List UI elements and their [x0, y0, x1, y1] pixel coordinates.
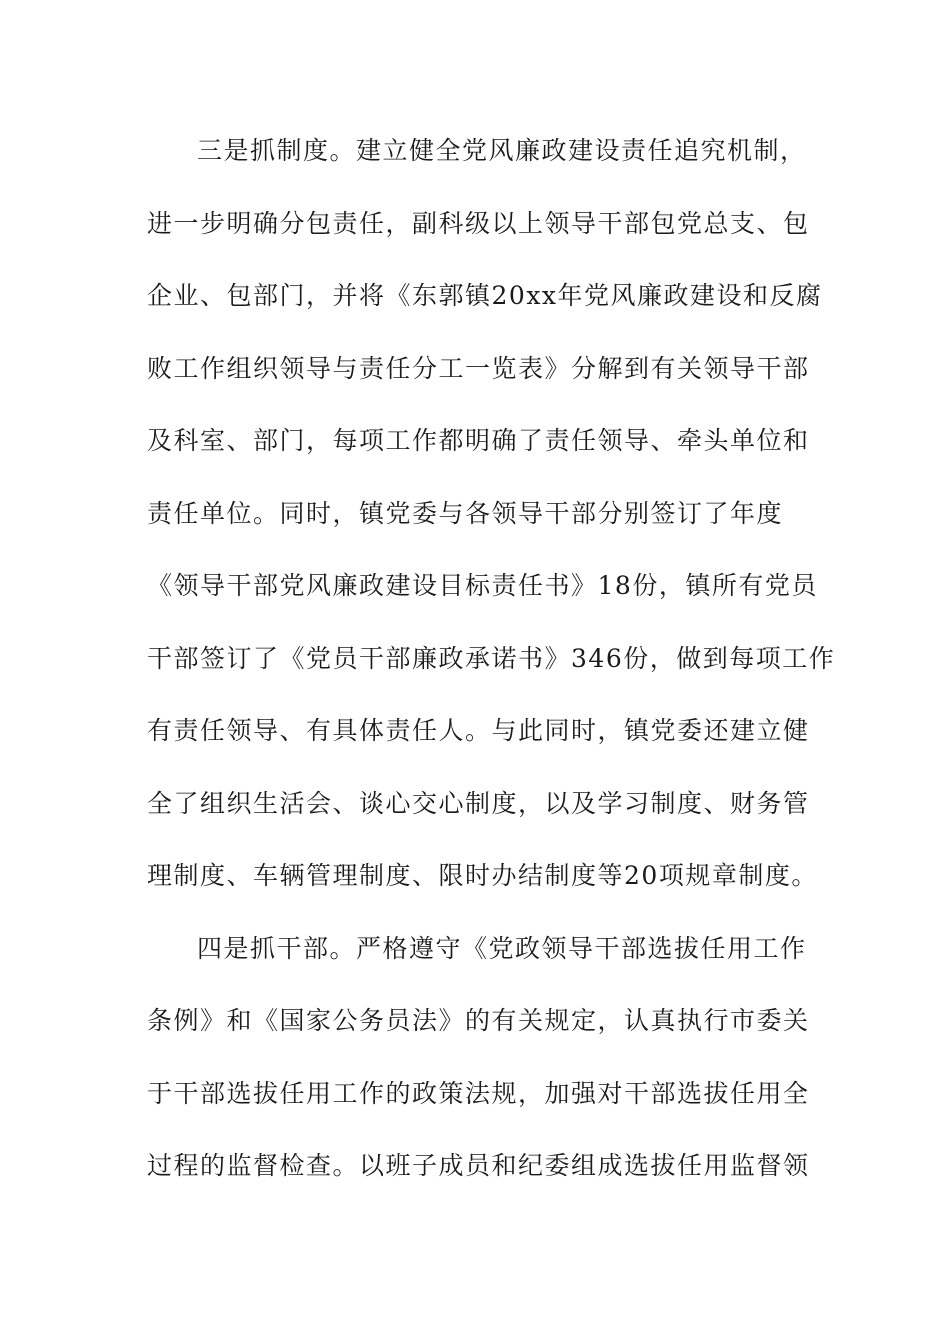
- paragraph-2-line-3: 于干部选拔任用工作的政策法规，加强对干部选拔任用全: [147, 1078, 810, 1108]
- body-text: [147, 126, 836, 1214]
- paragraph-1-line-7: 《领导干部党风廉政建设目标责任书》18份，镇所有党员: [147, 571, 818, 600]
- paragraph-1-line-4: 败工作组织领导与责任分工一览表》分解到有关领导干部: [147, 353, 810, 383]
- paragraph-1-line-10: 全了组织生活会、谈心交心制度，以及学习制度、财务管: [147, 788, 810, 818]
- paragraph-2-line-1: 四是抓干部。严格遵守《党政领导干部选拔任用工作: [197, 933, 807, 963]
- paragraph-1-line-3: 企业、包部门，并将《东郭镇20xx年党风廉政建设和反腐: [147, 281, 823, 310]
- paragraph-1-line-1: 三是抓制度。建立健全党风廉政建设责任追究机制，: [197, 136, 807, 165]
- paragraph-2-line-2: 条例》和《国家公务员法》的有关规定，认真执行市委关: [147, 1006, 810, 1035]
- paragraph-1-line-6: 责任单位。同时，镇党委与各领导干部分别签订了年度: [147, 498, 784, 528]
- paragraph-2-line-4: 过程的监督检查。以班子成员和纪委组成选拔任用监督领: [147, 1151, 810, 1180]
- paragraph-1-line-2: 进一步明确分包责任，副科级以上领导干部包党总支、包: [147, 208, 810, 238]
- paragraph-1-line-8: 干部签订了《党员干部廉政承诺书》346份，做到每项工作: [147, 643, 836, 673]
- paragraph-1-line-5: 及科室、部门，每项工作都明确了责任领导、牵头单位和: [147, 426, 810, 455]
- paragraph-1-line-9: 有责任领导、有具体责任人。与此同时，镇党委还建立健: [147, 716, 810, 745]
- paragraph-1-line-11: 理制度、车辆管理制度、限时办结制度等20项规章制度。: [147, 861, 818, 890]
